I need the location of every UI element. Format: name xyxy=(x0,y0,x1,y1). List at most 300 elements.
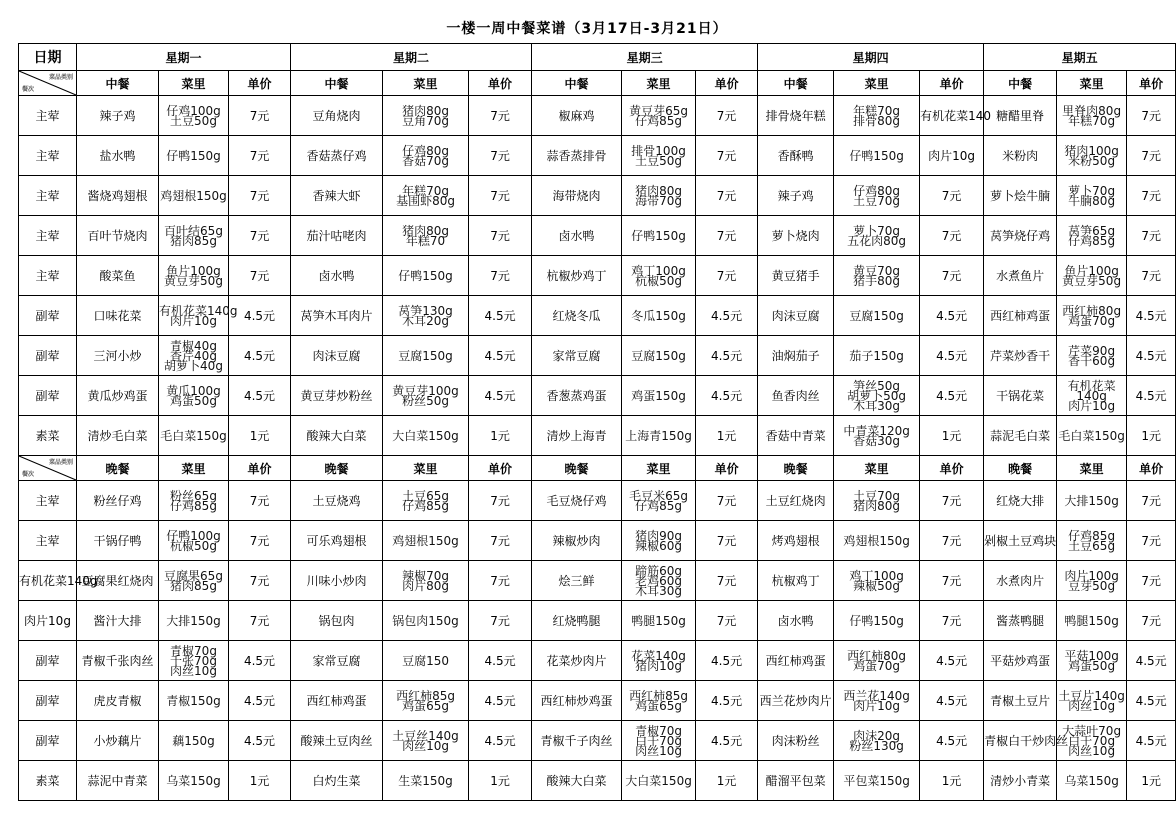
price-cell: 4.5元 xyxy=(696,336,758,376)
ingredient-line: 仔鸭100g xyxy=(166,528,221,543)
ingredient-line: 香菇30g xyxy=(853,433,901,448)
ingredient-line: 大白菜150g xyxy=(392,428,459,443)
lunch-row xyxy=(19,296,1176,336)
ingredients-cell xyxy=(383,601,469,641)
dinner-col-header-ing: 菜里 xyxy=(159,456,229,481)
price-cell: 1元 xyxy=(696,416,758,456)
dinner-row xyxy=(19,761,1176,801)
category-cell: 副荤 xyxy=(19,641,77,681)
dish-name: 豆腐果红烧肉 xyxy=(77,561,159,601)
ingredient-line: 乌菜150g xyxy=(166,773,221,788)
lunch-col-header-price: 单价 xyxy=(920,71,984,96)
ingredient-line: 猪肉85g xyxy=(170,578,217,593)
ingredients-cell xyxy=(834,641,920,681)
ingredient-line: 五花肉80g xyxy=(847,233,907,248)
ingredient-line: 辣椒60g xyxy=(635,538,682,553)
ingredient-line: 藕150g xyxy=(172,733,215,748)
ingredients-cell xyxy=(159,96,229,136)
ingredients-cell xyxy=(383,296,469,336)
lunch-header-row xyxy=(19,71,1176,96)
ingredient-line: 毛白菜150g xyxy=(1058,428,1125,443)
price-cell: 7元 xyxy=(696,601,758,641)
ingredient-line: 肉片80g xyxy=(402,578,449,593)
dish-name: 西红柿鸡蛋 xyxy=(291,681,383,721)
dish-name: 西红柿鸡蛋 xyxy=(758,641,834,681)
lunch-col-header-ing: 菜里 xyxy=(1057,71,1127,96)
ingredient-line: 鸭腿150g xyxy=(1064,613,1119,628)
price-cell: 4.5元 xyxy=(229,721,291,761)
price-cell: 1元 xyxy=(229,416,291,456)
ingredient-line: 鸡蛋50g xyxy=(1068,658,1116,673)
dinner-col-header-price: 单价 xyxy=(1127,456,1176,481)
ingredient-line: 肉丝10g xyxy=(170,663,217,678)
ingredient-line: 仔鸭150g xyxy=(398,268,453,283)
price-cell: 4.5元 xyxy=(229,296,291,336)
ingredients-cell xyxy=(383,641,469,681)
ingredient-line: 毛白菜150g xyxy=(160,428,227,443)
ingredient-line: 锅包肉150g xyxy=(392,613,459,628)
dish-name: 剁椒土豆鸡块 xyxy=(984,521,1057,561)
ingredient-line: 肉丝10g xyxy=(1068,743,1116,758)
dinner-col-header-meal: 晚餐 xyxy=(77,456,159,481)
dish-name: 土豆红烧肉 xyxy=(758,481,834,521)
dinner-col-header-meal: 晚餐 xyxy=(532,456,622,481)
dish-name: 卤水鸭 xyxy=(532,216,622,256)
ingredient-line: 仔鸡85g xyxy=(1068,528,1116,543)
ingredients-cell xyxy=(1057,681,1127,721)
ingredient-line: 仔鸭150g xyxy=(166,148,221,163)
price-cell: 7元 xyxy=(469,136,532,176)
ingredients-cell xyxy=(622,176,696,216)
dish-name: 卤水鸭 xyxy=(291,256,383,296)
ingredient-line: 香干60g xyxy=(1068,353,1116,368)
dinner-row xyxy=(19,481,1176,521)
dish-name: 粉丝仔鸡 xyxy=(77,481,159,521)
ingredients-cell xyxy=(159,256,229,296)
dish-name: 肉沫粉丝 xyxy=(758,721,834,761)
dish-name: 烤鸡翅根 xyxy=(758,521,834,561)
ingredient-line: 老鸡60g xyxy=(635,573,682,588)
dish-name: 黄豆芽炒粉丝 xyxy=(291,376,383,416)
dish-name: 水煮肉片 xyxy=(984,561,1057,601)
dish-name: 排骨烧年糕 xyxy=(758,96,834,136)
price-cell: 7元 xyxy=(920,216,984,256)
dish-name: 米粉肉 xyxy=(984,136,1057,176)
ingredient-line: 大排150g xyxy=(166,613,221,628)
ingredient-line: 香芹40g xyxy=(170,348,217,363)
ingredients-cell xyxy=(834,336,920,376)
ingredient-line: 140g xyxy=(1076,388,1107,403)
ingredient-line: 猪肉80g xyxy=(402,223,449,238)
dinner-col-header-meal: 晚餐 xyxy=(291,456,383,481)
ingredients-cell xyxy=(1057,641,1127,681)
ingredient-line: 仔鸡85g xyxy=(402,498,449,513)
ingredients-cell xyxy=(159,561,229,601)
ingredient-line: 里脊肉80g xyxy=(1062,103,1122,118)
price-cell: 4.5元 xyxy=(1127,641,1176,681)
ingredients-cell xyxy=(159,681,229,721)
dish-name: 红烧大排 xyxy=(984,481,1057,521)
price-cell: 7元 xyxy=(696,96,758,136)
price-cell: 7元 xyxy=(696,136,758,176)
ingredients-cell xyxy=(622,641,696,681)
ingredients-cell xyxy=(834,601,920,641)
ingredient-line: 白干70g xyxy=(1068,733,1116,748)
dish-name: 蒜香蒸排骨 xyxy=(532,136,622,176)
price-cell: 4.5元 xyxy=(1127,721,1176,761)
lunch-col-header-meal: 中餐 xyxy=(77,71,159,96)
category-cell: 主荤 xyxy=(19,96,77,136)
dish-name: 川味小炒肉 xyxy=(291,561,383,601)
ingredient-line: 中青菜120g xyxy=(843,423,910,438)
ingredients-cell xyxy=(622,601,696,641)
price-cell: 4.5元 xyxy=(469,721,532,761)
dish-name: 酸辣土豆肉丝 xyxy=(291,721,383,761)
ingredients-cell xyxy=(383,376,469,416)
ingredient-line: 土豆片140g xyxy=(1058,688,1125,703)
ingredient-line: 胡萝卜40g xyxy=(164,358,223,373)
ingredients-cell xyxy=(383,256,469,296)
ingredients-cell xyxy=(622,96,696,136)
ingredients-cell xyxy=(1057,296,1127,336)
ingredient-line: 辣椒70g xyxy=(402,568,449,583)
ingredients-cell xyxy=(383,721,469,761)
ingredient-line: 上海青150g xyxy=(625,428,692,443)
ingredient-line: 土豆70g xyxy=(853,193,901,208)
dish-name: 锅包肉 xyxy=(291,601,383,641)
category-cell: 副荤 xyxy=(19,336,77,376)
lunch-col-header-price: 单价 xyxy=(1127,71,1176,96)
ingredient-line: 牛腩80g xyxy=(1068,193,1116,208)
price-cell: 4.5元 xyxy=(696,721,758,761)
price-cell: 7元 xyxy=(920,481,984,521)
ingredient-line: 西红柿80g xyxy=(847,648,907,663)
price-cell: 4.5元 xyxy=(696,296,758,336)
price-cell: 7元 xyxy=(1127,481,1176,521)
ingredients-cell xyxy=(159,376,229,416)
price-cell: 7元 xyxy=(1127,136,1176,176)
ingredients-cell xyxy=(834,416,920,456)
dish-name: 土豆烧鸡 xyxy=(291,481,383,521)
dish-name: 黄瓜炒鸡蛋 xyxy=(77,376,159,416)
dish-name: 蒜泥毛白菜 xyxy=(984,416,1057,456)
price-cell: 4.5元 xyxy=(1127,296,1176,336)
ingredients-cell xyxy=(622,521,696,561)
price-cell: 4.5元 xyxy=(1127,376,1176,416)
ingredient-line: 鸡翅根150g xyxy=(392,533,459,548)
ingredients-cell xyxy=(383,681,469,721)
ingredient-line: 豆腐150 xyxy=(402,653,449,668)
ingredients-cell xyxy=(622,721,696,761)
ingredients-cell xyxy=(1057,561,1127,601)
dish-name: 芹菜炒香干 xyxy=(984,336,1057,376)
price-cell: 1元 xyxy=(920,416,984,456)
ingredient-line: 肉丝10g xyxy=(402,738,449,753)
dish-name: 酸辣大白菜 xyxy=(291,416,383,456)
price-cell: 1元 xyxy=(920,761,984,801)
ingredients-cell xyxy=(834,761,920,801)
lunch-diagonal-header xyxy=(19,71,77,96)
ingredient-line: 鸡丁100g xyxy=(631,263,686,278)
ingredient-line: 猪肉85g xyxy=(170,233,217,248)
ingredients-cell xyxy=(159,521,229,561)
ingredient-line: 木耳30g xyxy=(635,583,682,598)
ingredient-line: 肉片10g xyxy=(853,698,901,713)
ingredients-cell xyxy=(622,216,696,256)
ingredients-cell xyxy=(383,176,469,216)
dinner-col-header-meal: 晚餐 xyxy=(758,456,834,481)
dish-name: 烩三鲜 xyxy=(532,561,622,601)
ingredients-cell xyxy=(834,256,920,296)
dish-name: 油焖茄子 xyxy=(758,336,834,376)
price-cell: 4.5元 xyxy=(920,336,984,376)
price-cell: 7元 xyxy=(469,176,532,216)
ingredient-line: 仔鸡100g xyxy=(166,103,221,118)
dish-name: 肉沫豆腐 xyxy=(758,296,834,336)
ingredient-line: 年糕70g xyxy=(853,103,901,118)
ingredient-line: 鸡蛋65g xyxy=(635,698,682,713)
dish-name: 盐水鸭 xyxy=(77,136,159,176)
ingredient-line: 粉丝50g xyxy=(402,393,449,408)
price-cell: 7元 xyxy=(229,256,291,296)
price-cell: 4.5元 xyxy=(920,376,984,416)
price-cell: 4.5元 xyxy=(229,681,291,721)
price-cell: 4.5元 xyxy=(920,296,984,336)
price-cell: 7元 xyxy=(696,561,758,601)
price-cell: 4.5元 xyxy=(696,376,758,416)
day-header-fri: 星期五 xyxy=(984,44,1176,71)
dish-name: 青椒千张肉丝 xyxy=(77,641,159,681)
ingredients-cell xyxy=(159,416,229,456)
ingredients-cell xyxy=(1057,256,1127,296)
ingredient-line: 鱼片100g xyxy=(1064,263,1119,278)
ingredient-line: 土豆70g xyxy=(853,488,901,503)
ingredients-cell xyxy=(159,336,229,376)
lunch-col-header-ing: 菜里 xyxy=(622,71,696,96)
ingredient-line: 有机花菜 xyxy=(1067,378,1116,393)
price-cell: 7元 xyxy=(920,176,984,216)
dish-name: 辣子鸡 xyxy=(758,176,834,216)
ingredient-line: 生菜150g xyxy=(398,773,453,788)
price-cell: 7元 xyxy=(469,521,532,561)
date-label: 日期 xyxy=(19,44,77,71)
category-cell: 主荤 xyxy=(19,216,77,256)
price-cell: 4.5元 xyxy=(1127,681,1176,721)
dish-name: 香葱蒸鸡蛋 xyxy=(532,376,622,416)
dish-name: 干锅花菜 xyxy=(984,376,1057,416)
ingredient-line: 花菜140g xyxy=(631,648,686,663)
lunch-row xyxy=(19,376,1176,416)
ingredient-line: 肉片10g xyxy=(170,313,217,328)
menu-table xyxy=(18,43,1176,801)
price-cell: 7元 xyxy=(696,256,758,296)
dish-name: 西红柿鸡蛋 xyxy=(984,296,1057,336)
dish-name: 平菇炒鸡蛋 xyxy=(984,641,1057,681)
ingredient-line: 仔鸡80g xyxy=(402,143,449,158)
dinner-row xyxy=(19,561,1176,601)
category-cell: 副荤 xyxy=(19,296,77,336)
ingredient-line: 猪手80g xyxy=(853,273,901,288)
ingredients-cell xyxy=(834,176,920,216)
dish-name: 卤水鸭 xyxy=(758,601,834,641)
dish-name: 花菜炒肉片 xyxy=(532,641,622,681)
price-cell: 4.5元 xyxy=(469,336,532,376)
ingredient-line: 年糕70g xyxy=(1068,113,1116,128)
lunch-row xyxy=(19,416,1176,456)
dinner-col-header-price: 单价 xyxy=(696,456,758,481)
ingredient-line: 黄豆芽65g xyxy=(629,103,688,118)
ingredient-line: 青椒70g xyxy=(635,723,682,738)
ingredient-line: 鸡翅根150g xyxy=(843,533,910,548)
ingredients-cell xyxy=(622,561,696,601)
ingredient-line: 茄子150g xyxy=(849,348,904,363)
ingredient-line: 基围虾80g xyxy=(396,193,455,208)
day-header-thu: 星期四 xyxy=(758,44,984,71)
ingredient-line: 豆腐150g xyxy=(398,348,453,363)
ingredients-cell xyxy=(383,136,469,176)
category-cell: 副荤 xyxy=(19,721,77,761)
diag-meal-label: 餐次 xyxy=(22,471,35,478)
ingredients-cell xyxy=(834,561,920,601)
ingredient-line: 豆腐150g xyxy=(631,348,686,363)
price-cell: 7元 xyxy=(229,561,291,601)
ingredient-line: 蹄筋60g xyxy=(635,563,682,578)
dish-name: 香菇中青菜 xyxy=(758,416,834,456)
ingredients-cell xyxy=(1057,376,1127,416)
ingredient-line: 粉丝130g xyxy=(849,738,904,753)
price-cell: 7元 xyxy=(696,521,758,561)
ingredient-line: 仔鸭150g xyxy=(849,613,904,628)
ingredient-line: 青椒40g xyxy=(170,338,217,353)
price-cell: 有机花菜140 xyxy=(920,96,984,136)
category-cell: 主荤 xyxy=(19,256,77,296)
price-cell: 7元 xyxy=(920,521,984,561)
price-cell: 7元 xyxy=(1127,561,1176,601)
ingredients-cell xyxy=(1057,136,1127,176)
ingredient-line: 肉片10g xyxy=(1068,398,1116,413)
category-cell: 副荤 xyxy=(19,681,77,721)
dish-name: 醋溜平包菜 xyxy=(758,761,834,801)
dish-name: 糖醋里脊 xyxy=(984,96,1057,136)
day-header-row xyxy=(19,44,1176,71)
ingredient-line: 鱼片100g xyxy=(166,263,221,278)
ingredient-line: 平菇100g xyxy=(1064,648,1119,663)
ingredient-line: 土豆65g xyxy=(402,488,449,503)
ingredient-line: 黄豆芽50g xyxy=(1062,273,1122,288)
dish-name: 红烧冬瓜 xyxy=(532,296,622,336)
ingredients-cell xyxy=(1057,416,1127,456)
price-cell: 1元 xyxy=(469,416,532,456)
dish-name: 莴笋木耳肉片 xyxy=(291,296,383,336)
dish-name: 蒜泥中青菜 xyxy=(77,761,159,801)
ingredients-cell xyxy=(834,96,920,136)
ingredients-cell xyxy=(1057,481,1127,521)
ingredient-line: 肉丝10g xyxy=(1068,698,1116,713)
dinner-col-header-price: 单价 xyxy=(229,456,291,481)
diag-meal-label: 餐次 xyxy=(22,86,35,93)
price-cell: 4.5元 xyxy=(920,641,984,681)
dish-name: 清炒毛白菜 xyxy=(77,416,159,456)
diag-category-label: 菜品类别 xyxy=(48,74,73,81)
category-cell: 主荤 xyxy=(19,176,77,216)
ingredient-line: 猪肉80g xyxy=(853,498,901,513)
ingredients-cell xyxy=(1057,216,1127,256)
lunch-col-header-meal: 中餐 xyxy=(984,71,1057,96)
dinner-row xyxy=(19,641,1176,681)
ingredient-line: 鸡蛋65g xyxy=(402,698,449,713)
ingredient-line: 鸡蛋70g xyxy=(1068,313,1116,328)
ingredients-cell xyxy=(159,721,229,761)
lunch-row xyxy=(19,216,1176,256)
ingredient-line: 冬瓜150g xyxy=(631,308,686,323)
ingredient-line: 排骨100g xyxy=(631,143,686,158)
ingredient-line: 西兰花140g xyxy=(843,688,910,703)
dinner-col-header-ing: 菜里 xyxy=(383,456,469,481)
category-cell: 主荤 xyxy=(19,521,77,561)
ingredient-line: 鸡蛋150g xyxy=(631,388,686,403)
ingredients-cell xyxy=(159,601,229,641)
dish-name: 可乐鸡翅根 xyxy=(291,521,383,561)
ingredients-cell xyxy=(383,561,469,601)
ingredients-cell xyxy=(622,761,696,801)
ingredients-cell xyxy=(622,336,696,376)
ingredient-line: 大蒜叶70g xyxy=(1062,723,1122,738)
ingredient-line: 胡萝卜50g xyxy=(847,388,907,403)
price-cell: 7元 xyxy=(920,256,984,296)
dish-name: 辣椒炒肉 xyxy=(532,521,622,561)
dish-name: 鱼香肉丝 xyxy=(758,376,834,416)
price-cell: 7元 xyxy=(1127,176,1176,216)
ingredients-cell xyxy=(383,216,469,256)
dinner-col-header-ing: 菜里 xyxy=(834,456,920,481)
dish-name: 豆角烧肉 xyxy=(291,96,383,136)
price-cell: 4.5元 xyxy=(469,681,532,721)
lunch-col-header-ing: 菜里 xyxy=(383,71,469,96)
ingredients-cell xyxy=(834,296,920,336)
dinner-row xyxy=(19,521,1176,561)
dish-name: 红烧鸭腿 xyxy=(532,601,622,641)
lunch-row xyxy=(19,176,1176,216)
price-cell: 7元 xyxy=(696,481,758,521)
ingredients-cell xyxy=(159,761,229,801)
dish-name: 酱汁大排 xyxy=(77,601,159,641)
price-cell: 1元 xyxy=(696,761,758,801)
ingredients-cell xyxy=(622,376,696,416)
ingredient-line: 猪肉10g xyxy=(635,658,682,673)
ingredients-cell xyxy=(383,521,469,561)
dinner-diagonal-header xyxy=(19,456,77,481)
dish-name: 青椒土豆片 xyxy=(984,681,1057,721)
ingredient-line: 青椒150g xyxy=(166,693,221,708)
price-cell: 7元 xyxy=(469,216,532,256)
ingredient-line: 黄瓜100g xyxy=(166,383,221,398)
dish-name: 酸辣大白菜 xyxy=(532,761,622,801)
lunch-row xyxy=(19,96,1176,136)
ingredient-line: 仔鸭150g xyxy=(631,228,686,243)
day-header-tue: 星期二 xyxy=(291,44,532,71)
ingredient-line: 黄豆芽50g xyxy=(164,273,223,288)
ingredient-line: 萝卜70g xyxy=(1068,183,1116,198)
dish-name: 酱蒸鸭腿 xyxy=(984,601,1057,641)
price-cell: 4.5元 xyxy=(696,641,758,681)
ingredients-cell xyxy=(1057,601,1127,641)
dinner-row xyxy=(19,721,1176,761)
price-cell: 4.5元 xyxy=(469,296,532,336)
ingredient-line: 土豆50g xyxy=(635,153,682,168)
ingredient-line: 鸡翅根150g xyxy=(160,188,227,203)
ingredients-cell xyxy=(1057,96,1127,136)
price-cell: 1元 xyxy=(229,761,291,801)
